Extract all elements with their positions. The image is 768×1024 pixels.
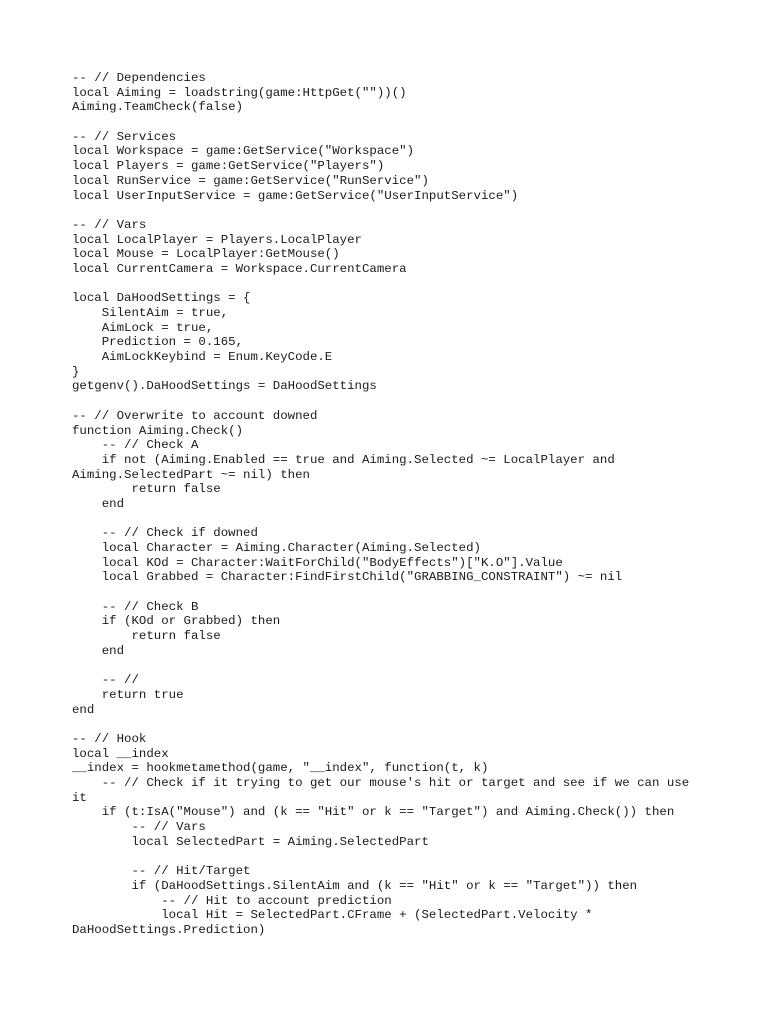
code-line [72, 659, 712, 674]
code-line: return false [72, 629, 221, 644]
code-line: if not (Aiming.Enabled == true and Aiming.Selected ~= LocalPlayer and [72, 452, 615, 467]
code-line: getgenv().DaHoodSettings = DaHoodSettings [72, 379, 377, 394]
code-line: if (t:IsA("Mouse") and (k == "Hit" or k == "Target") and Aiming.Check()) then [72, 805, 675, 820]
code-line: if (KOd or Grabbed) then [72, 614, 281, 629]
code-line: AimLockKeybind = Enum.KeyCode.E [72, 350, 333, 365]
code-line: end [72, 643, 125, 658]
code-line [72, 394, 712, 409]
code-line: -- // Dependencies [72, 71, 206, 85]
code-line: end [72, 496, 125, 511]
code-line: local Grabbed = Character:FindFirstChild("GRABBING_CONSTRAINT") ~= nil [72, 570, 623, 585]
code-line [72, 277, 712, 292]
code-line: local Aiming = loadstring(game:HttpGet(""))() [72, 85, 407, 100]
code-line: it [72, 790, 87, 805]
code-line: -- // Hook [72, 731, 147, 746]
code-line: local CurrentCamera = Workspace.CurrentCamera [72, 261, 407, 276]
code-line: -- // Check B [72, 599, 199, 614]
code-line: -- // Check if downed [72, 526, 258, 541]
code-line: -- // Check A [72, 438, 199, 453]
code-line: return false [72, 482, 221, 497]
code-line: local DaHoodSettings = { [72, 291, 251, 306]
code-line: local Character = Aiming.Character(Aiming.Selected) [72, 541, 481, 555]
code-line: local Players = game:GetService("Players") [72, 159, 385, 174]
code-line: -- // Vars [72, 217, 147, 232]
code-line: -- // Vars [72, 820, 206, 835]
code-line: } [72, 364, 80, 379]
code-line: local UserInputService = game:GetService("UserInputService") [72, 188, 519, 203]
code-line: local KOd = Character:WaitForChild("BodyEffects")["K.O"].Value [72, 555, 563, 570]
code-line: -- // [72, 673, 139, 688]
code-line: __index = hookmetamethod(game, "__index", function(t, k) [72, 761, 489, 776]
code-line: DaHoodSettings.Prediction) [72, 922, 266, 937]
code-line: local RunService = game:GetService("RunService") [72, 173, 429, 188]
code-line [72, 115, 712, 130]
code-line: end [72, 702, 95, 717]
code-line: local Hit = SelectedPart.CFrame + (SelectedPart.Velocity * [72, 908, 593, 923]
code-line: -- // Hit to account prediction [72, 893, 392, 908]
code-line: AimLock = true, [72, 320, 214, 335]
code-line: -- // Hit/Target [72, 864, 251, 879]
code-line [72, 203, 712, 218]
code-line: -- // Services [72, 129, 177, 144]
code-line [72, 585, 712, 600]
code-line: local Workspace = game:GetService("Workspace") [72, 144, 415, 159]
code-line: SilentAim = true, [72, 306, 229, 320]
code-line: Aiming.SelectedPart ~= nil) then [72, 467, 310, 482]
code-line [72, 849, 712, 864]
code-line: if (DaHoodSettings.SilentAim and (k == "Hit" or k == "Target")) then [72, 878, 638, 893]
code-line [72, 512, 712, 527]
code-line: local LocalPlayer = Players.LocalPlayer [72, 232, 362, 247]
code-line: function Aiming.Check() [72, 423, 244, 438]
code-line: -- // Overwrite to account downed [72, 408, 318, 423]
code-line: local SelectedPart = Aiming.SelectedPart [72, 834, 429, 849]
code-line: return true [72, 687, 184, 702]
code-line: Aiming.TeamCheck(false) [72, 100, 244, 115]
code-line: local Mouse = LocalPlayer:GetMouse() [72, 247, 340, 262]
code-line [72, 717, 712, 732]
code-line: -- // Check if it trying to get our mouse's hit or target and see if we can use [72, 776, 690, 790]
code-line: local __index [72, 746, 169, 761]
code-listing [72, 71, 712, 938]
code-line: Prediction = 0.165, [72, 335, 244, 350]
